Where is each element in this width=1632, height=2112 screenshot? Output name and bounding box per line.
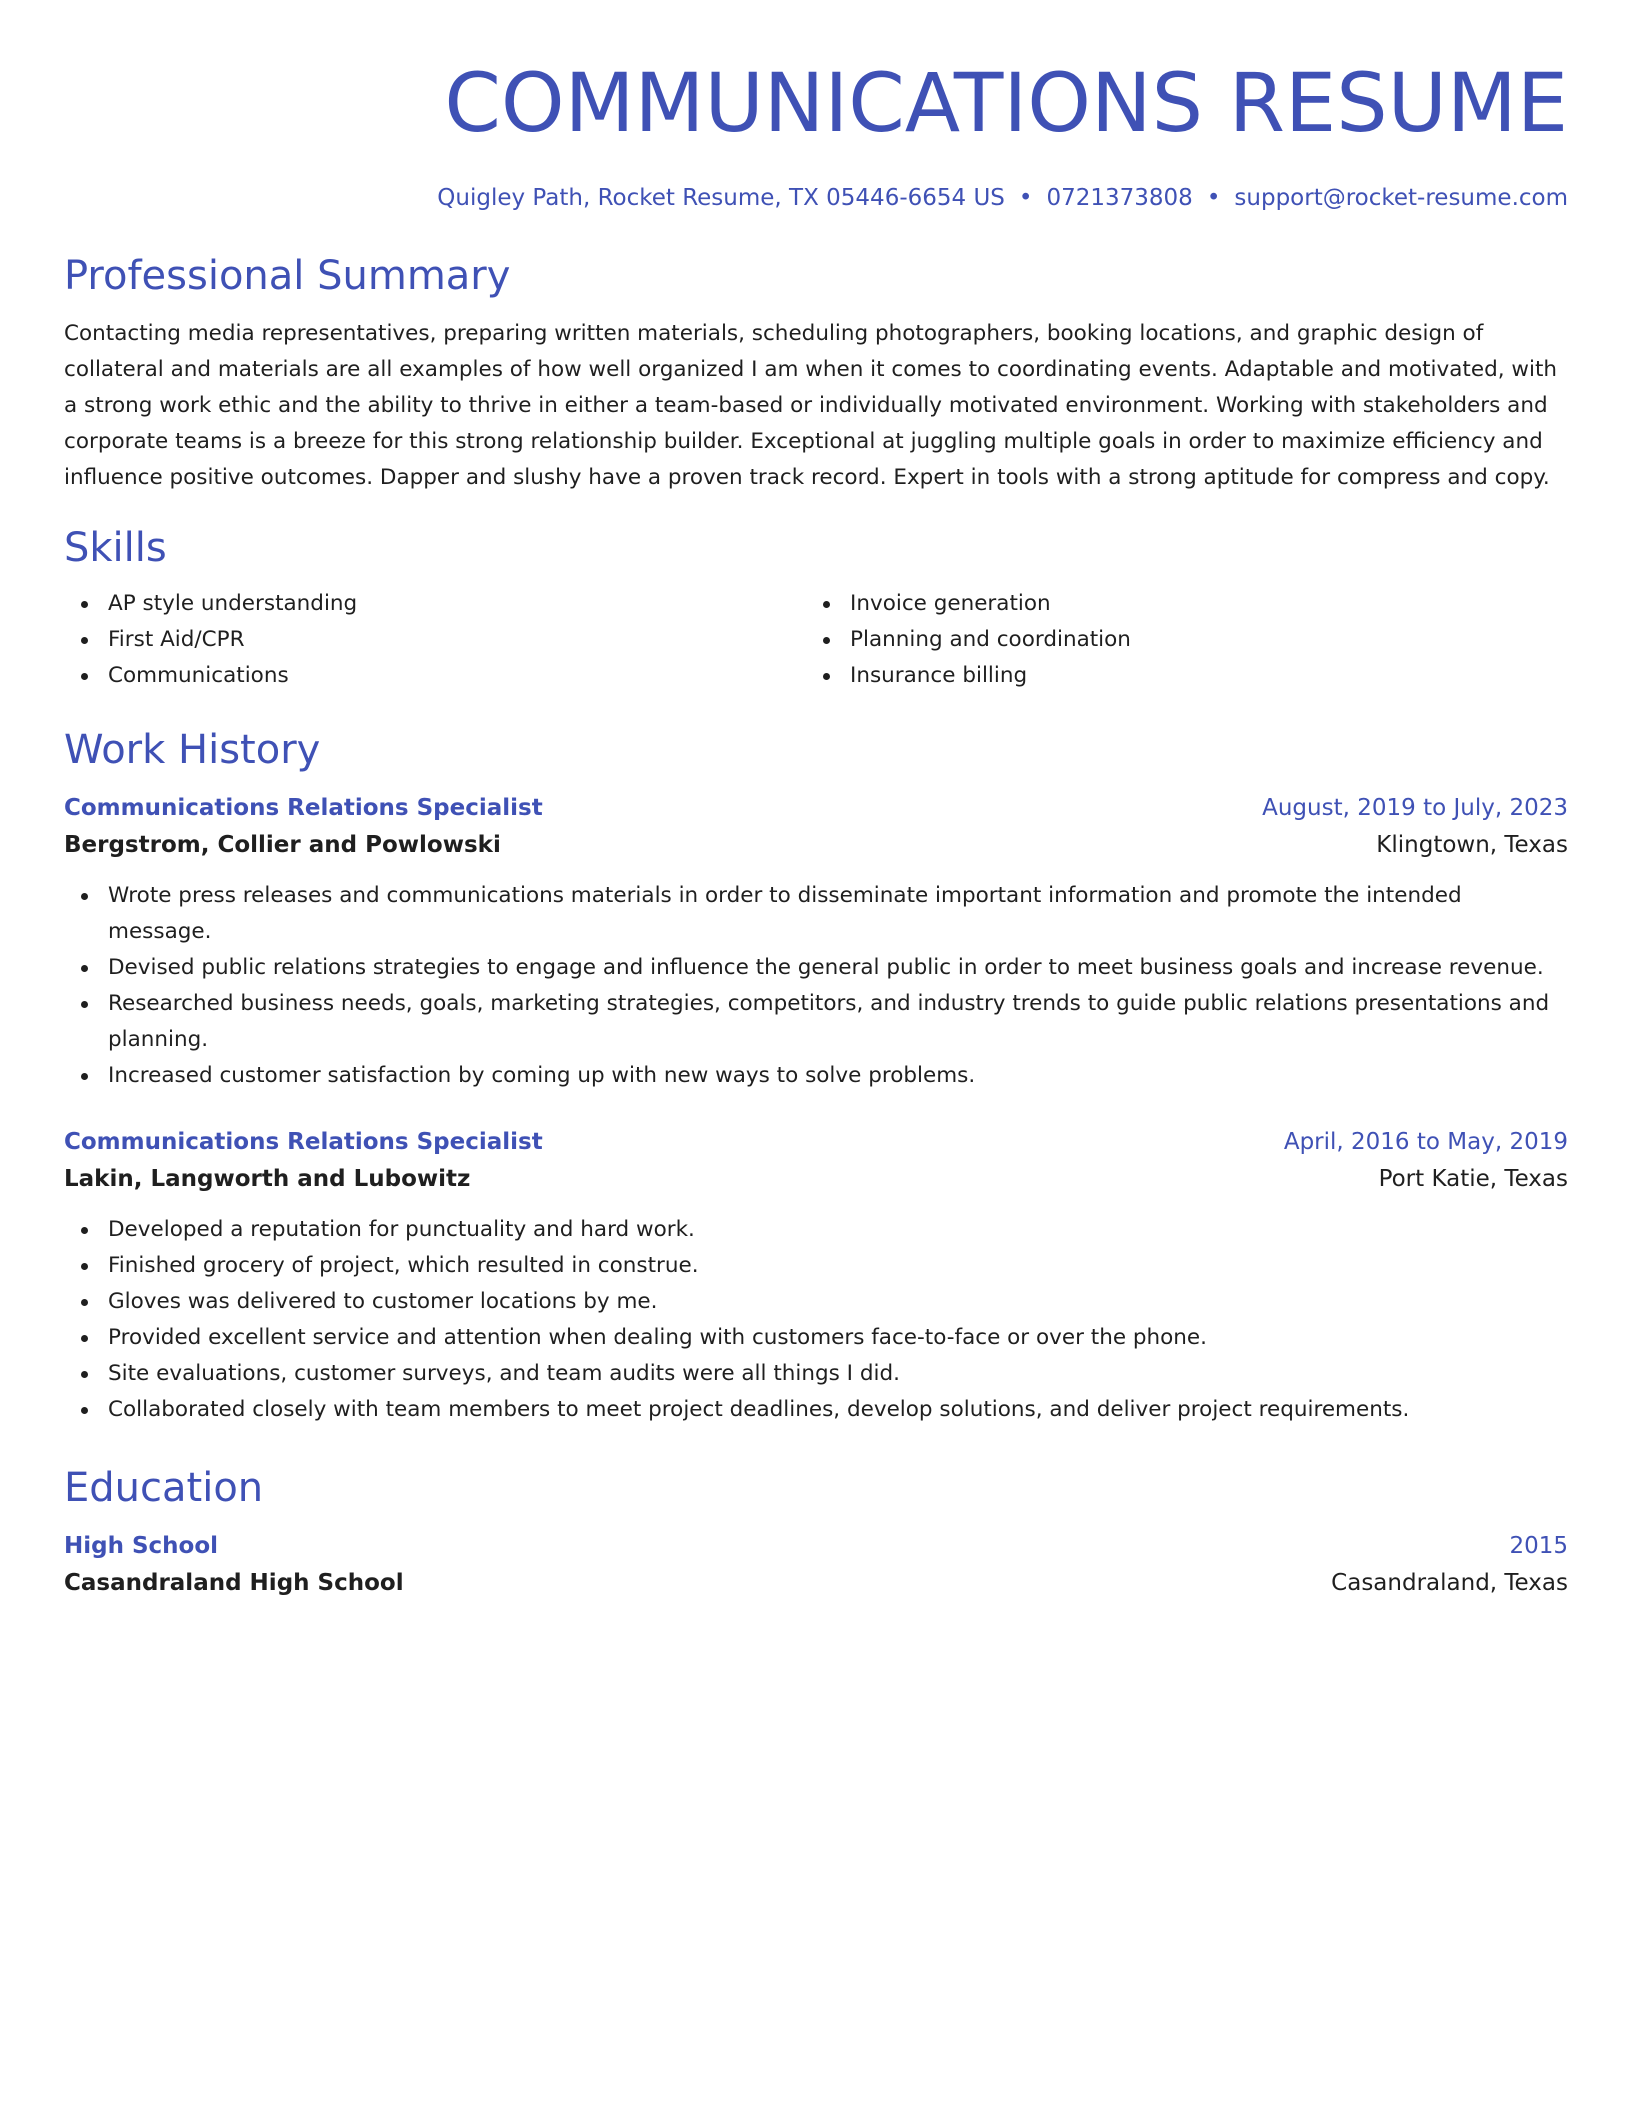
- skills-list: [64, 586, 1568, 694]
- skill-item: First Aid/CPR: [64, 622, 806, 658]
- skills-column-left: [64, 586, 806, 694]
- education-year: 2015: [1509, 1533, 1568, 1559]
- contact-line: [64, 182, 1568, 214]
- job-entry: [64, 1124, 1568, 1428]
- job-duty: Site evaluations, customer surveys, and team audits were all things I did.: [64, 1356, 1568, 1392]
- skill-item: AP style understanding: [64, 586, 806, 622]
- contact-email[interactable]: support@rocket-resume.com: [1234, 185, 1568, 211]
- job-location: Port Katie, Texas: [1378, 1166, 1568, 1192]
- job-header: [64, 790, 1568, 826]
- summary-heading: Professional Summary: [64, 253, 511, 299]
- education-entry: [64, 1528, 1568, 1602]
- education-heading: Education: [64, 1465, 264, 1511]
- job-duty: Provided excellent service and attention when dealing with customers face-to-face or over the phone.: [64, 1320, 1568, 1356]
- skill-item: Insurance billing: [806, 658, 1548, 694]
- work-history-heading: Work History: [64, 727, 321, 773]
- education-header: [64, 1528, 1568, 1564]
- job-employer-row: [64, 1160, 1568, 1198]
- job-title: Communications Relations Specialist: [64, 795, 543, 821]
- summary-text: Contacting media representatives, preparing written materials, scheduling photographers, booking locations, and graphic design of collateral and materials are all examples of how well organized I am when it comes to coordinating events. Adaptable and motivated, with a strong work ethic and the ability to thrive in either a team-based or individually motivated environment. Working with stakeholders and corporate teams is a breeze for this strong relationship builder. Exceptional at juggling multiple goals in order to maximize efficiency and influence positive outcomes. Dapper and slushy have a proven track record. Expert in tools with a strong aptitude for compress and copy.: [64, 321, 1558, 490]
- job-employer-row: [64, 826, 1568, 864]
- contact-phone: 0721373808: [1046, 185, 1193, 211]
- job-entry: [64, 790, 1568, 1094]
- job-duty: Devised public relations strategies to engage and influence the general public in order to meet business goals and increase revenue.: [64, 950, 1568, 986]
- skill-item: Communications: [64, 658, 806, 694]
- education-school-row: [64, 1564, 1568, 1602]
- contact-address: Quigley Path, Rocket Resume, TX 05446-6654 US: [437, 185, 1005, 211]
- job-duty: Researched business needs, goals, marketing strategies, competitors, and industry trends to guide public relations presentations and planning.: [64, 986, 1568, 1058]
- job-duty: Collaborated closely with team members to meet project deadlines, develop solutions, and deliver project requirements.: [64, 1392, 1568, 1428]
- job-company: Lakin, Langworth and Lubowitz: [64, 1166, 471, 1192]
- job-header: [64, 1124, 1568, 1160]
- skill-item: Invoice generation: [806, 586, 1548, 622]
- contact-separator: •: [1206, 185, 1221, 211]
- education-school: Casandraland High School: [64, 1570, 404, 1596]
- job-duty: Increased customer satisfaction by coming up with new ways to solve problems.: [64, 1058, 1568, 1094]
- job-duty: Developed a reputation for punctuality and hard work.: [64, 1212, 1568, 1248]
- resume-page: [64, 0, 1568, 1602]
- job-duties: [64, 1212, 1568, 1428]
- job-duty: Finished grocery of project, which resulted in construe.: [64, 1248, 1568, 1284]
- skills-column-right: [806, 586, 1548, 694]
- education-degree: High School: [64, 1533, 219, 1559]
- job-duty: Wrote press releases and communications materials in order to disseminate important information and promote the intended message.: [64, 878, 1568, 950]
- job-duties: [64, 878, 1568, 1094]
- skill-item: Planning and coordination: [806, 622, 1548, 658]
- job-dates: August, 2019 to July, 2023: [1262, 795, 1568, 821]
- job-location: Klingtown, Texas: [1376, 832, 1568, 858]
- job-duty: Gloves was delivered to customer locations by me.: [64, 1284, 1568, 1320]
- contact-separator: •: [1018, 185, 1033, 211]
- job-title: Communications Relations Specialist: [64, 1129, 543, 1155]
- skills-heading: Skills: [64, 525, 167, 571]
- education-location: Casandraland, Texas: [1331, 1570, 1568, 1596]
- job-company: Bergstrom, Collier and Powlowski: [64, 832, 501, 858]
- resume-title: COMMUNICATIONS RESUME: [444, 57, 1568, 151]
- job-dates: April, 2016 to May, 2019: [1283, 1129, 1568, 1155]
